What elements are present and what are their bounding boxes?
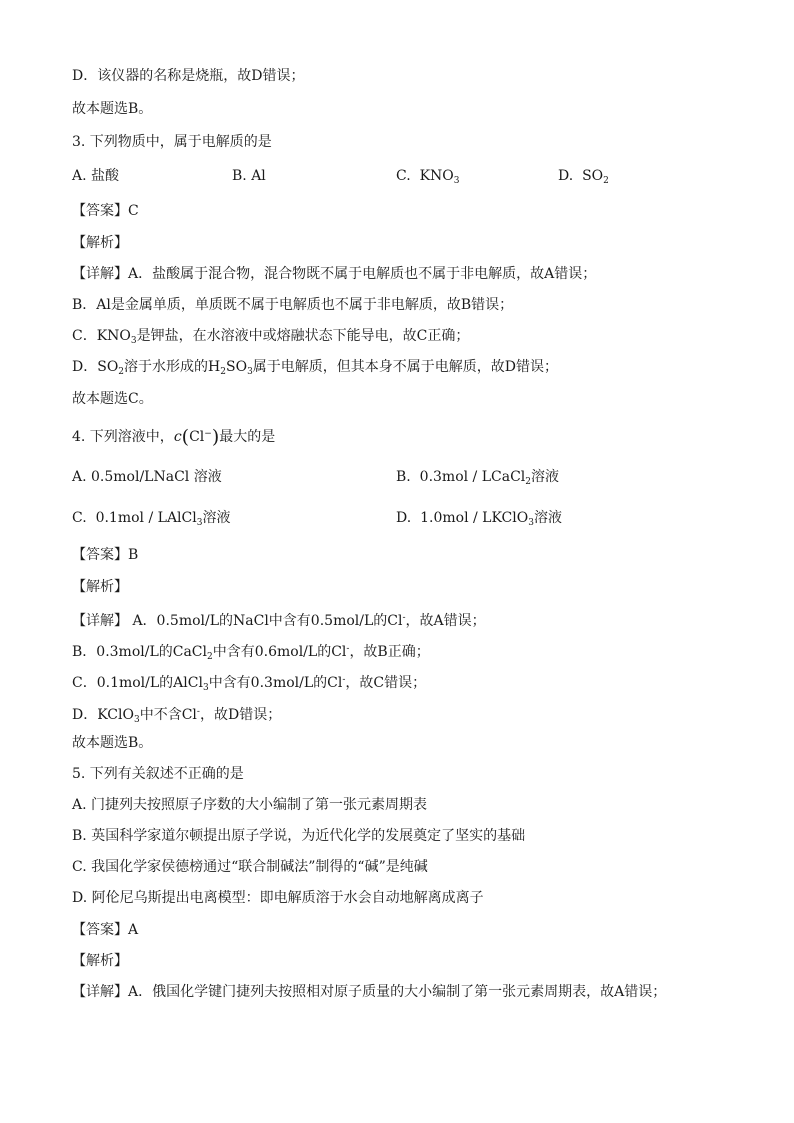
q3-detail-b: B．Al是金属单质，单质既不属于电解质也不属于非电解质，故B错误； bbox=[72, 297, 514, 313]
q4-detail-b-part: B．0.3mol/L的CaCl bbox=[72, 644, 207, 660]
q4-detail-b-subscript: 2 bbox=[207, 652, 213, 662]
q3-detail-d-subscript: 2 bbox=[118, 367, 125, 377]
q5-option-b: B. 英国科学家道尔顿提出原子学说，为近代化学的发展奠定了坚实的基础 bbox=[72, 828, 526, 844]
q4-option-c-formula: 0.1mol / LAlCl bbox=[95, 510, 197, 526]
q3-detail-c-rest: 是钾盐，在水溶液中或熔融状态下能导电，故C正确； bbox=[136, 328, 470, 344]
q3-detail-a: 【详解】A．盐酸属于混合物，混合物既不属于电解质也不属于非电解质，故A错误； bbox=[72, 266, 597, 282]
q4-detail-c-subscript: 3 bbox=[202, 683, 209, 693]
q3-option-c-formula: KNO bbox=[419, 168, 454, 184]
q3-analysis-heading: 【解析】 bbox=[72, 235, 128, 251]
q4-stem-text: 4. 下列溶液中， bbox=[72, 429, 174, 445]
q5-option-d: D. 阿伦尼乌斯提出电离模型：即电解质溶于水会自动地解离成离子 bbox=[72, 890, 484, 906]
q3-option-c-label: C. bbox=[396, 168, 411, 184]
q4-ion-charge: − bbox=[204, 429, 212, 439]
question-3-stem: 3. 下列物质中，属于电解质的是 bbox=[72, 134, 272, 150]
q3-detail-d-rest: 属于电解质，但其本身不属于电解质，故D错误； bbox=[252, 359, 559, 375]
q3-answer: 【答案】C bbox=[72, 203, 139, 219]
q5-detail-a: 【详解】A．俄国化学键门捷列夫按照相对原子质量的大小编制了第一张元素周期表，故A错误； bbox=[72, 984, 667, 1000]
q4-option-b-subscript: 2 bbox=[525, 477, 531, 487]
q5-answer: 【答案】A bbox=[72, 922, 139, 938]
q3-conclusion: 故本题选C。 bbox=[72, 391, 153, 407]
q4-stem-end: 最大的是 bbox=[219, 429, 276, 445]
q4-detail-d bbox=[72, 702, 281, 730]
q4-option-d-subscript: 3 bbox=[528, 518, 534, 528]
q4-detail-a-charge: - bbox=[402, 613, 406, 623]
q3-detail-c-part: C．KNO bbox=[72, 328, 131, 344]
q3-option-a: A. 盐酸 bbox=[72, 168, 120, 184]
explanation-line: D．该仪器的名称是烧瓶，故D错误； bbox=[72, 68, 305, 84]
q4-detail-d-charge: - bbox=[196, 707, 200, 717]
q4-option-c bbox=[72, 508, 230, 533]
q4-option-c-tail: 溶液 bbox=[202, 510, 231, 526]
q4-option-c-label: C. bbox=[72, 510, 87, 526]
q4-detail-b-part2: 中含有0.6mol/L的Cl bbox=[212, 644, 347, 660]
q3-detail-d-subscript2: 2 bbox=[220, 367, 226, 377]
q4-ion: Cl bbox=[189, 429, 205, 445]
q3-detail-d-subscript3: 3 bbox=[247, 367, 253, 377]
q4-detail-c bbox=[72, 670, 426, 698]
q3-detail-d-part: D．SO bbox=[72, 359, 119, 375]
q4-detail-a-rest: ，故A错误； bbox=[405, 613, 486, 629]
q5-option-a: A. 门捷列夫按照原子序数的大小编制了第一张元素周期表 bbox=[72, 797, 428, 813]
q3-option-c-subscript: 3 bbox=[453, 176, 460, 186]
q3-detail-d-part3: SO bbox=[225, 359, 248, 375]
q3-option-d bbox=[558, 166, 609, 191]
q4-conclusion: 故本题选B。 bbox=[72, 735, 153, 751]
q4-option-b-tail: 溶液 bbox=[531, 469, 559, 485]
q4-option-b-formula: 0.3mol / LCaCl bbox=[419, 469, 526, 485]
q5-option-c: C. 我国化学家侯德榜通过“联合制碱法”制得的“碱”是纯碱 bbox=[72, 859, 428, 875]
q4-detail-d-part2: 中不含Cl bbox=[139, 707, 197, 723]
conclusion-line: 故本题选B。 bbox=[72, 101, 153, 117]
question-4-stem bbox=[72, 424, 275, 447]
q3-option-d-formula: SO bbox=[582, 168, 604, 184]
q4-detail-c-part: C．0.1mol/L的AlCl bbox=[72, 675, 203, 691]
q4-concentration-symbol: c bbox=[173, 429, 182, 445]
q4-option-d-label: D. bbox=[396, 510, 412, 526]
q4-option-c-subscript: 3 bbox=[196, 518, 203, 528]
q4-detail-b-charge: - bbox=[346, 644, 350, 654]
q4-detail-a-part: 【详解】 A．0.5mol/L的NaCl中含有0.5mol/L的Cl bbox=[72, 613, 403, 629]
q4-option-b bbox=[396, 467, 559, 492]
q4-detail-d-subscript: 3 bbox=[133, 715, 140, 725]
q4-detail-c-charge: - bbox=[342, 675, 346, 685]
q4-analysis-heading: 【解析】 bbox=[72, 579, 128, 595]
q4-detail-c-rest: ，故C错误； bbox=[345, 675, 427, 691]
q3-detail-c-subscript: 3 bbox=[130, 336, 137, 346]
q5-analysis-heading: 【解析】 bbox=[72, 953, 128, 969]
q4-paren-open: ( bbox=[181, 426, 190, 448]
q3-option-b: B. Al bbox=[232, 168, 266, 184]
q3-option-d-label: D. bbox=[558, 168, 574, 184]
q4-paren-close: ) bbox=[211, 426, 220, 448]
q4-detail-d-rest: ，故D错误； bbox=[199, 707, 282, 723]
q4-detail-d-part: D．KClO bbox=[72, 707, 134, 723]
q4-option-d-tail: 溶液 bbox=[533, 510, 562, 526]
q4-option-b-label: B. bbox=[396, 469, 411, 485]
q3-detail-c bbox=[72, 326, 469, 351]
q3-detail-d bbox=[72, 357, 558, 382]
q4-answer: 【答案】B bbox=[72, 547, 139, 563]
q4-detail-b-rest: ，故B正确； bbox=[349, 644, 430, 660]
q4-option-d bbox=[396, 508, 562, 533]
q4-detail-c-part2: 中含有0.3mol/L的Cl bbox=[208, 675, 343, 691]
q4-option-d-formula: 1.0mol / LKClO bbox=[420, 510, 529, 526]
q4-detail-b bbox=[72, 639, 430, 667]
question-5-stem: 5. 下列有关叙述不正确的是 bbox=[72, 766, 244, 782]
q4-option-a: A. 0.5mol/LNaCl 溶液 bbox=[72, 469, 222, 485]
q3-option-d-subscript: 2 bbox=[603, 176, 609, 186]
q3-option-c bbox=[396, 166, 460, 191]
q4-detail-a bbox=[72, 608, 486, 631]
q3-detail-d-part2: 溶于水形成的H bbox=[124, 359, 221, 375]
